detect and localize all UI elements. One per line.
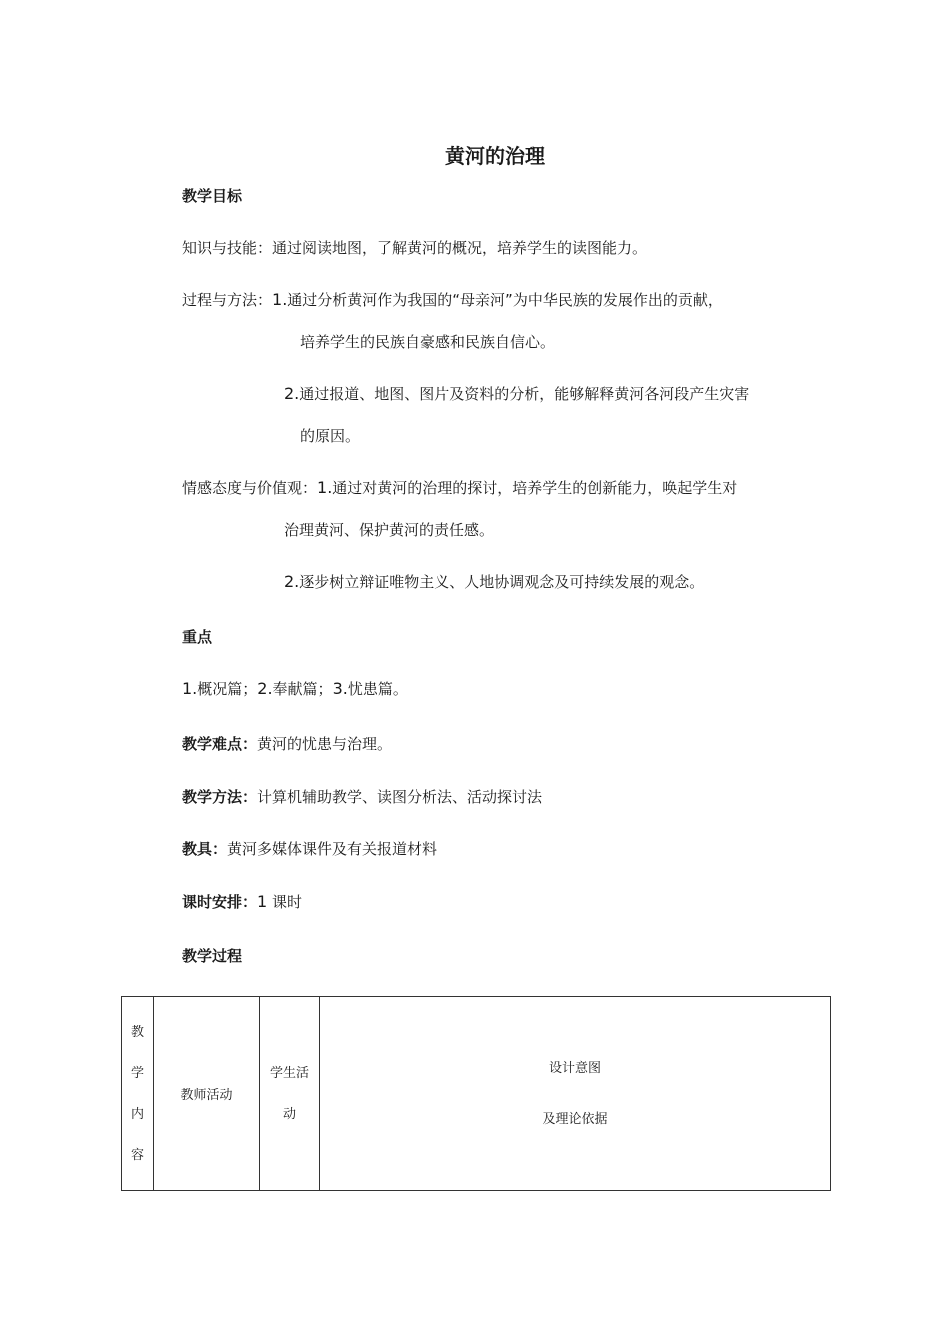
emotion-label: 情感态度与价值观：	[182, 479, 318, 497]
process-label: 过程与方法：	[182, 291, 273, 309]
process-item-1-line1: 通过分析黄河作为我国的“母亲河”为中华民族的发展作出的贡献，	[287, 291, 723, 309]
key-point-3-num: 3.	[332, 679, 348, 698]
process-item-2-num: 2.	[284, 384, 300, 403]
key-point-1-num: 1.	[182, 679, 198, 698]
emotion-item-2-num: 2.	[284, 572, 300, 591]
process-item-1-line2: 培养学生的民族自豪感和民族自信心。	[300, 333, 556, 351]
header-char: 教	[130, 1024, 144, 1040]
schedule-line	[182, 891, 302, 913]
tools-text: 黄河多媒体课件及有关报道材料	[227, 840, 438, 858]
process-item-2-line1: 通过报道、地图、图片及资料的分析，能够解释黄河各河段产生灾害	[299, 385, 750, 403]
teaching-process-table	[121, 996, 831, 1191]
key-point-1-text: 概况篇；	[197, 680, 258, 698]
header-char: 容	[130, 1147, 144, 1163]
table-header-design	[320, 997, 831, 1191]
table-header-teacher: 教师活动	[154, 997, 260, 1191]
emotion-item-1-line1: 通过对黄河的治理的探讨，培养学生的创新能力，唤起学生对	[332, 479, 738, 497]
header-char: 学	[130, 1065, 144, 1081]
method-label: 教学方法：	[182, 788, 258, 806]
emotion-item-1-num: 1.	[317, 478, 333, 497]
key-point-3-text: 忧患篇。	[347, 680, 408, 698]
method-text: 计算机辅助教学、读图分析法、活动探讨法	[257, 788, 543, 806]
header-char: 内	[130, 1106, 144, 1122]
table-row	[122, 997, 831, 1191]
header-line: 及理论依据	[542, 1111, 608, 1127]
key-point-2-num: 2.	[257, 679, 273, 698]
process-method-line	[182, 289, 723, 311]
emotion-item-2	[284, 571, 704, 593]
process-item-2-line2: 的原因。	[300, 427, 361, 445]
tools-line	[182, 838, 437, 860]
objectives-heading: 教学目标	[182, 187, 243, 205]
schedule-label: 课时安排：	[182, 893, 258, 911]
knowledge-text: 通过阅读地图，了解黄河的概况，培养学生的读图能力。	[272, 239, 648, 257]
tools-label: 教具：	[182, 840, 228, 858]
knowledge-skills	[182, 237, 647, 259]
schedule-num: 1	[257, 892, 268, 911]
emotion-item-2-line1: 逐步树立辩证唯物主义、人地协调观念及可持续发展的观念。	[299, 573, 705, 591]
table-header-student	[260, 997, 320, 1191]
header-line: 动	[282, 1106, 296, 1122]
process-item-1-num: 1.	[272, 290, 288, 309]
header-line: 设计意图	[548, 1060, 601, 1076]
process-heading: 教学过程	[182, 947, 243, 965]
difficulty-line	[182, 733, 392, 755]
document-title: 黄河的治理	[445, 144, 545, 168]
process-item-2	[284, 383, 749, 405]
difficulty-label: 教学难点：	[182, 735, 258, 753]
key-points-list	[182, 678, 408, 700]
emotion-line	[182, 477, 737, 499]
table-header-content	[122, 997, 154, 1191]
key-points-heading: 重点	[182, 628, 213, 646]
key-point-2-text: 奉献篇；	[272, 680, 333, 698]
difficulty-text: 黄河的忧患与治理。	[257, 735, 393, 753]
header-line: 学生活	[269, 1065, 309, 1081]
method-line	[182, 786, 542, 808]
knowledge-label: 知识与技能：	[182, 239, 273, 257]
schedule-text: 课时	[267, 893, 302, 911]
emotion-item-1-line2: 治理黄河、保护黄河的责任感。	[284, 521, 495, 539]
